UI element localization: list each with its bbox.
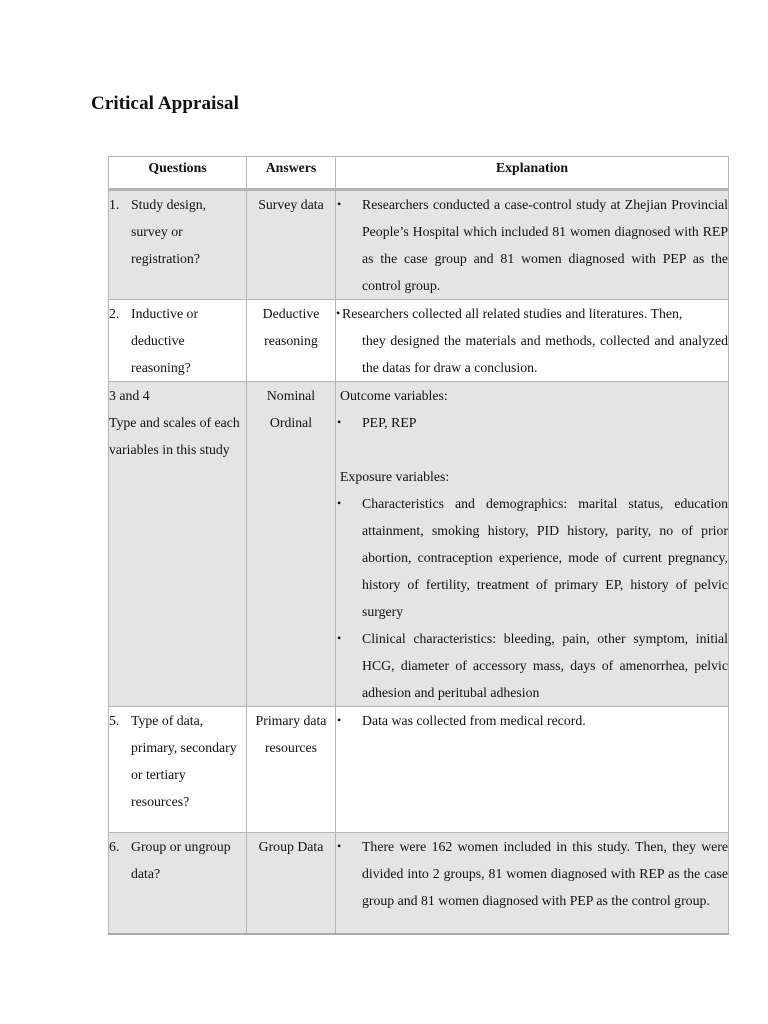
question-cell — [109, 382, 247, 707]
question-cell — [109, 707, 247, 833]
header-questions: Questions — [109, 157, 247, 190]
answer-cell: Survey data — [247, 190, 336, 300]
appraisal-table — [108, 156, 729, 935]
exposure-item: Clinical characteristics: bleeding, pain, other symptom, initial HCG, diameter of accessory mass, days of amenorrhea, pelvic adhesion and peritubal adhesion — [362, 631, 728, 700]
explanation-cell — [336, 300, 729, 382]
explanation-text: Data was collected from medical record. — [362, 713, 586, 728]
bullet-icon: • — [337, 631, 342, 645]
bullet-icon: • — [336, 306, 341, 320]
question-number: 1. — [109, 197, 120, 212]
bullet-icon: • — [337, 415, 342, 429]
outcome-item: PEP, REP — [362, 415, 417, 430]
bullet-icon: • — [337, 713, 342, 727]
header-explanation: Explanation — [336, 157, 729, 190]
table-row — [109, 300, 729, 382]
explanation-cell — [336, 833, 729, 934]
question-number: 2. — [109, 306, 120, 321]
question-text: Study design, survey or registration? — [131, 197, 207, 266]
explanation-text: Researchers collected all related studies and literatures. Then, — [342, 306, 683, 321]
table-row — [109, 833, 729, 934]
header-answers: Answers — [247, 157, 336, 190]
table-row — [109, 190, 729, 300]
page-title: Critical Appraisal — [91, 93, 239, 114]
question-cell — [109, 190, 247, 300]
bullet-icon: • — [337, 839, 342, 853]
answer-cell: Deductive reasoning — [247, 300, 336, 382]
exposure-heading: Exposure variables: — [340, 469, 450, 484]
outcome-heading: Outcome variables: — [340, 388, 448, 403]
bullet-icon: • — [337, 197, 342, 211]
header-row — [109, 157, 729, 190]
question-number: 5. — [109, 713, 120, 728]
table-row — [109, 382, 729, 707]
answer-cell: Group Data — [247, 833, 336, 934]
explanation-text: There were 162 women included in this study. Then, they were divided into 2 groups, 81 women diagnosed with REP as the case group and 81 women diagnosed with PEP as the control group. — [362, 839, 728, 908]
explanation-cell — [336, 382, 729, 707]
question-number: 6. — [109, 839, 120, 854]
question-number: 3 and 4 — [109, 388, 150, 403]
answer-cell: Primary data resources — [247, 707, 336, 833]
explanation-cell — [336, 707, 729, 833]
table-row — [109, 707, 729, 833]
question-text: Type of data, primary, secondary or tertiary resources? — [131, 713, 237, 809]
question-cell — [109, 833, 247, 934]
explanation-cell — [336, 190, 729, 300]
question-cell — [109, 300, 247, 382]
explanation-text: Researchers conducted a case-control study at Zhejian Provincial People’s Hospital which included 81 women diagnosed with REP as the case group and 81 women diagnosed with PEP as the control group. — [362, 197, 728, 293]
question-text: Group or ungroup data? — [131, 839, 231, 881]
answer-cell — [247, 382, 336, 707]
answer-nominal: Nominal — [266, 388, 316, 403]
question-text: Type and scales of each variables in this study — [109, 415, 240, 457]
exposure-item: Characteristics and demographics: marital status, education attainment, smoking history, PID history, parity, no of prior abortion, contraception experience, mode of current pregnancy, history of fertility, treatment of primary EP, history of pelvic surgery — [362, 496, 728, 619]
explanation-text-continued: they designed the materials and methods, collected and analyzed the datas for draw a conclusion. — [362, 333, 728, 375]
answer-ordinal: Ordinal — [269, 415, 313, 430]
question-text: Inductive or deductive reasoning? — [131, 306, 199, 375]
bullet-icon: • — [337, 496, 342, 510]
